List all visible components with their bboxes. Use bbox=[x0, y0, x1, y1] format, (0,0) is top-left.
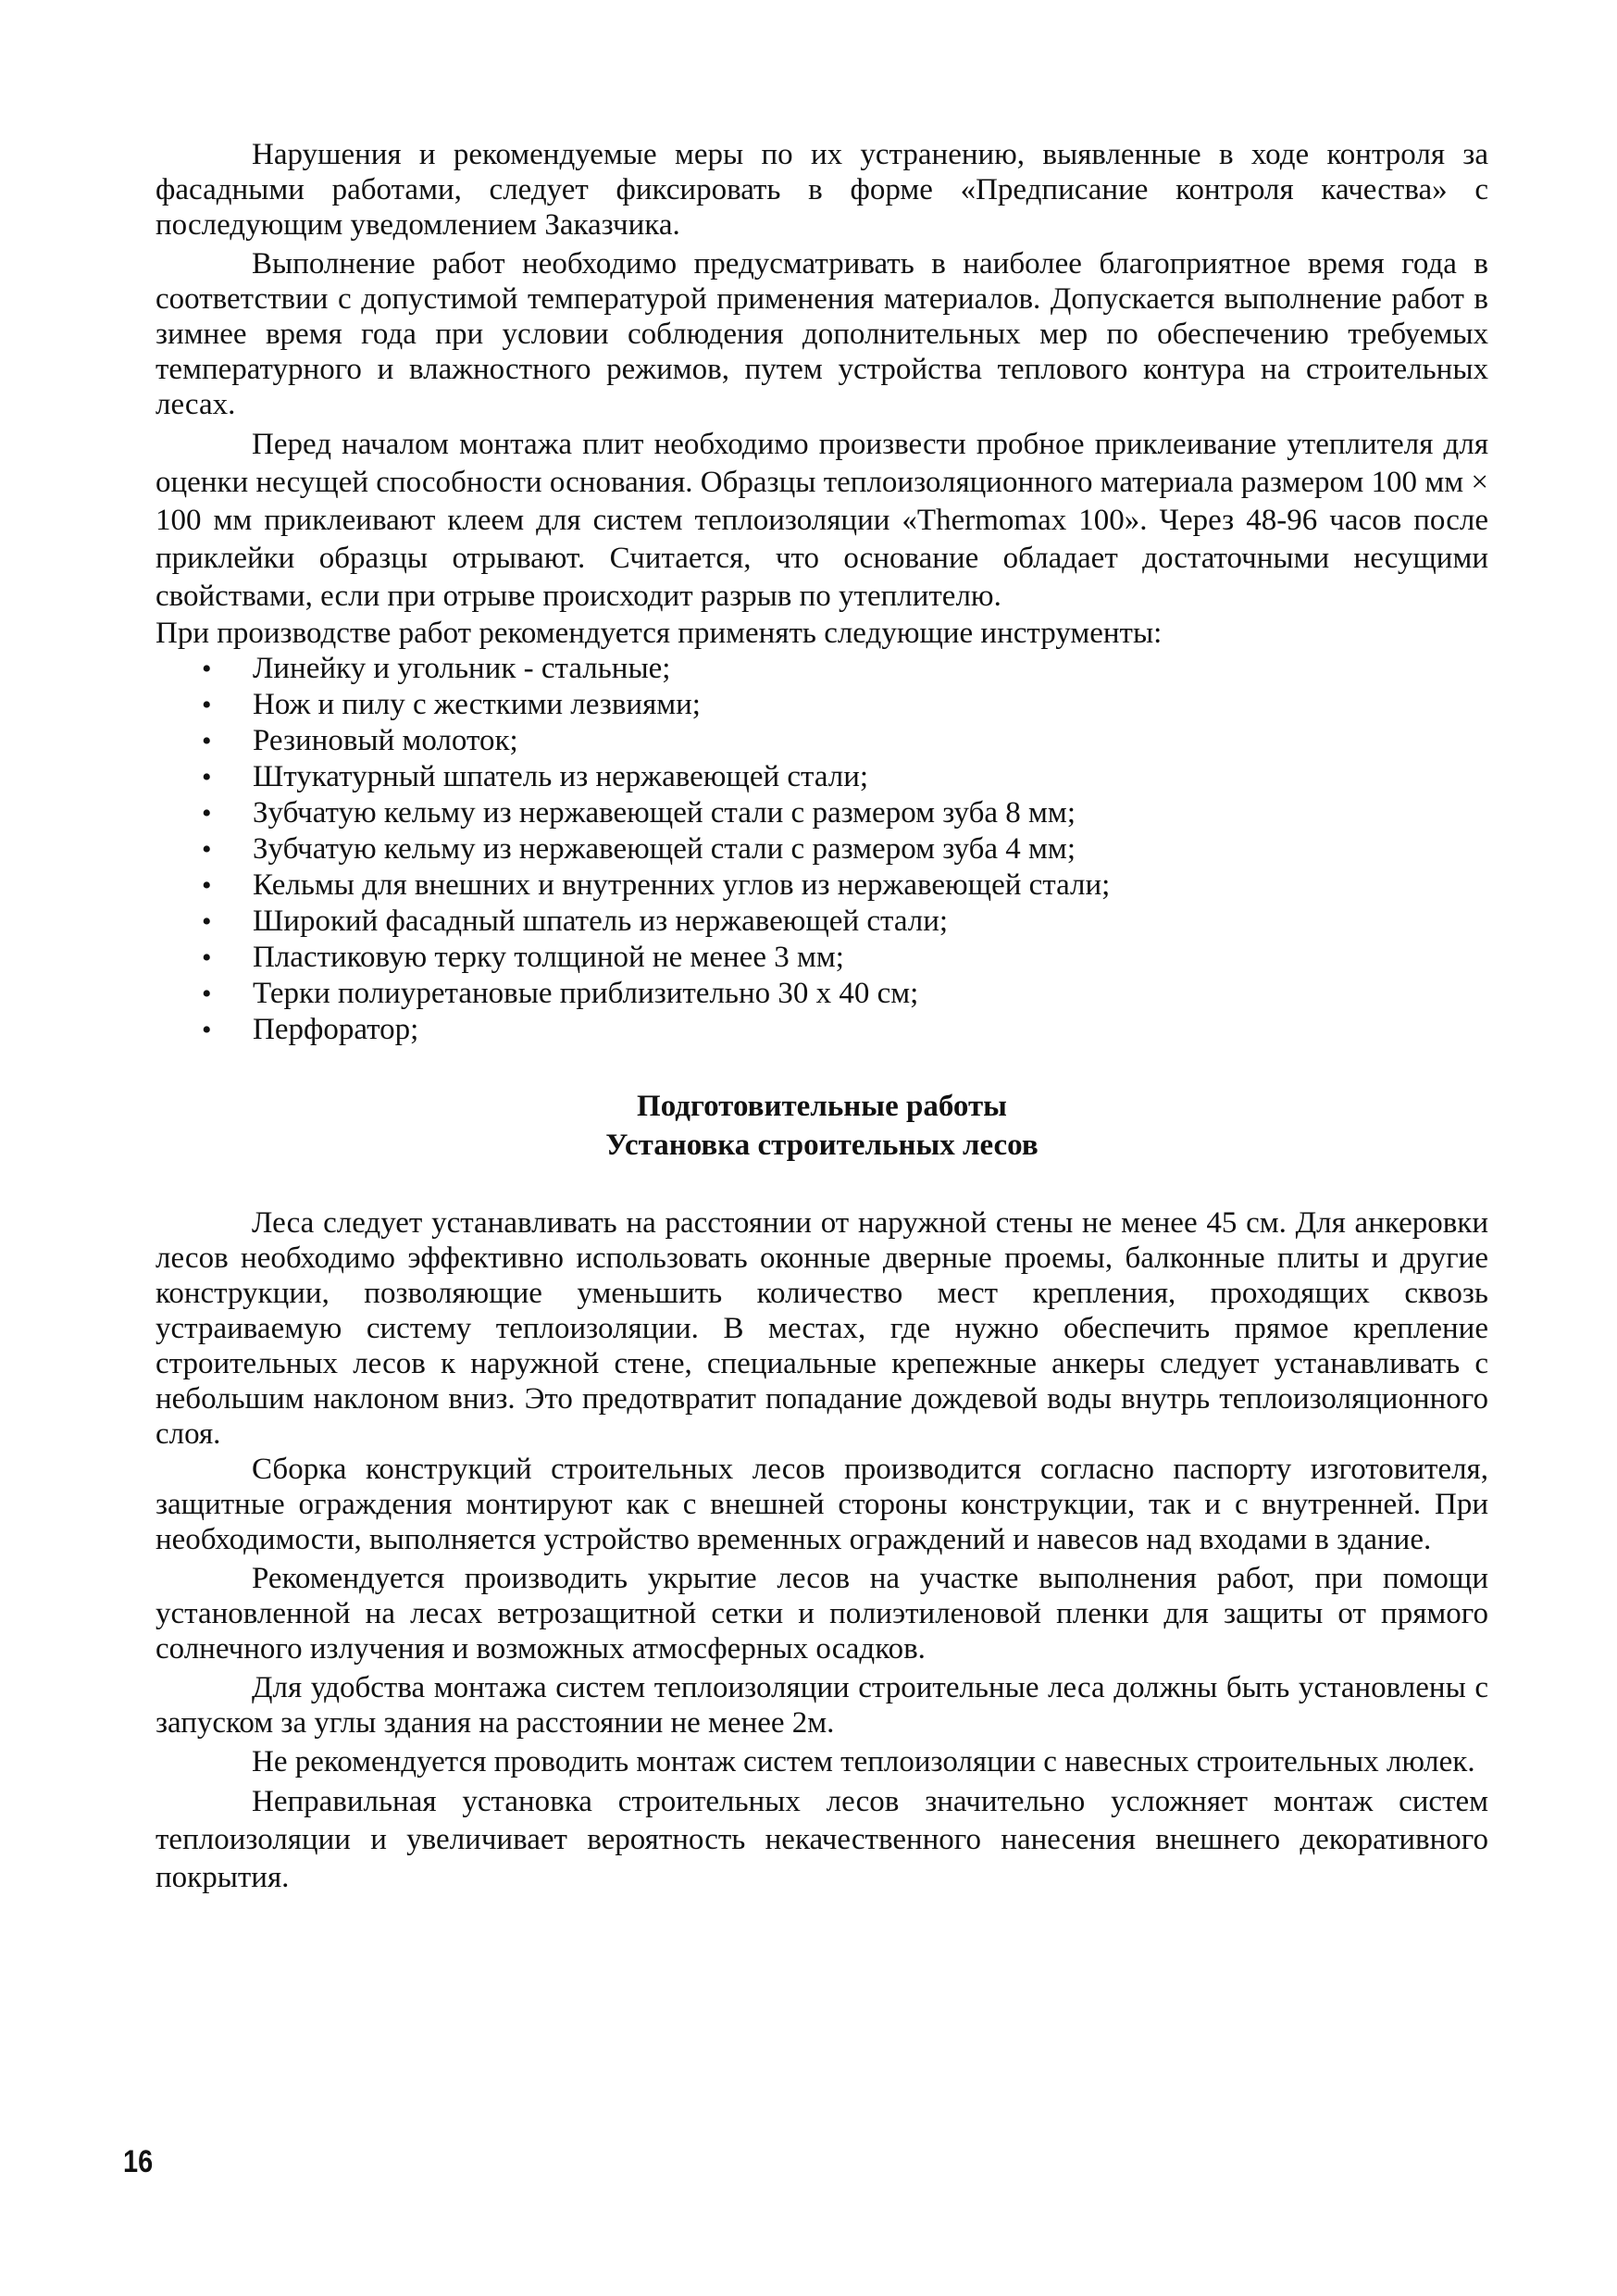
section-paragraph-cradles: Не рекомендуется проводить монтаж систем теплоизоляции с навесных строительных люлек. bbox=[252, 1745, 1475, 1778]
list-item-text: Линейку и угольник - стальные; bbox=[253, 652, 671, 685]
bullet-icon: • bbox=[202, 870, 212, 901]
bullet-icon: • bbox=[202, 979, 212, 1009]
list-item bbox=[202, 904, 1488, 940]
intro-paragraph-violations: Нарушения и рекомендуемые меры по их устранению, выявленные в ходе контроля за фасадными работами, следует фиксировать в форме «Предписание контроля качества» с последующим уведомлением Заказчика. bbox=[155, 138, 1488, 242]
page-content bbox=[155, 137, 1488, 1897]
list-item bbox=[202, 759, 1488, 795]
tools-intro: При производстве работ рекомендуется применять следующие инструменты: bbox=[155, 617, 1163, 650]
list-item bbox=[202, 940, 1488, 976]
intro-paragraph-season: Выполнение работ необходимо предусматривать в наиболее благоприятное время года в соответствии с допустимой температурой применения материалов. Допускается выполнение работ в зимнее время года при условии соблюдения дополнительных мер по обеспечению требуемых температурного и влажностного режимов, путем устройства теплового контура на строительных лесах. bbox=[155, 247, 1488, 421]
bullet-icon: • bbox=[202, 906, 212, 937]
bullet-icon: • bbox=[202, 690, 212, 720]
list-item-text: Терки полиуретановые приблизительно 30 х 40 см; bbox=[253, 977, 919, 1010]
section-paragraph-corners: Для удобства монтажа систем теплоизоляции строительные леса должны быть установлены с запуском за углы здания на расстоянии не менее 2м. bbox=[155, 1671, 1488, 1740]
page-number: 16 bbox=[123, 2144, 154, 2179]
list-item bbox=[202, 795, 1488, 831]
list-item-text: Штукатурный шпатель из нержавеющей стали; bbox=[253, 760, 869, 793]
bullet-icon: • bbox=[202, 942, 212, 973]
list-item bbox=[202, 831, 1488, 867]
bullet-icon: • bbox=[202, 798, 212, 829]
list-item bbox=[202, 687, 1488, 723]
list-item-text: Пластиковую терку толщиной не менее 3 мм; bbox=[253, 941, 844, 974]
list-item bbox=[202, 1012, 1488, 1048]
list-item bbox=[202, 976, 1488, 1012]
section-title: Подготовительные работы bbox=[637, 1090, 1007, 1123]
list-item bbox=[202, 651, 1488, 687]
bullet-icon: • bbox=[202, 762, 212, 792]
list-item bbox=[202, 723, 1488, 759]
bullet-icon: • bbox=[202, 1015, 212, 1045]
section-subtitle: Установка строительных лесов bbox=[605, 1129, 1039, 1162]
list-item-text: Зубчатую кельму из нержавеющей стали с размером зуба 4 мм; bbox=[253, 832, 1076, 866]
list-item-text: Резиновый молоток; bbox=[253, 724, 518, 757]
list-item-text: Кельмы для внешних и внутренних углов из нержавеющей стали; bbox=[253, 868, 1111, 902]
list-item bbox=[202, 867, 1488, 904]
section-body bbox=[155, 1205, 1488, 1897]
section-paragraph-assembly: Сборка конструкций строительных лесов производится согласно паспорту изготовителя, защитные ограждения монтируют как с внешней стороны конструкции, так и с внутренней. При необходимости, выполняется устройство временных ограждений и навесов над входами в здание. bbox=[155, 1453, 1488, 1556]
bullet-icon: • bbox=[202, 834, 212, 865]
list-item-text: Зубчатую кельму из нержавеющей стали с размером зуба 8 мм; bbox=[253, 796, 1076, 830]
section-paragraph-placement: Леса следует устанавливать на расстоянии от наружной стены не менее 45 см. Для анкеровки лесов необходимо эффективно использовать оконные дверные проемы, балконные плиты и другие конструкции, позволяющие уменьшить количество мест крепления, проходящих сквозь устраиваемую систему теплоизоляции. В местах, где нужно обеспечить прямое крепление строительных лесов к наружной стене, специальные крепежные анкеры следует устанавливать с небольшим наклоном вниз. Это предотвратит попадание дождевой воды внутрь теплоизоляционного слоя. bbox=[155, 1206, 1488, 1451]
list-item-text: Широкий фасадный шпатель из нержавеющей стали; bbox=[253, 905, 949, 938]
list-item-text: Нож и пилу с жесткими лезвиями; bbox=[253, 688, 701, 721]
intro-paragraph-test-gluing: Перед началом монтажа плит необходимо произвести пробное приклеивание утеплителя для оценки несущей способности основания. Образцы теплоизоляционного материала размером 100 мм × 100 мм приклеивают клеем для систем теплоизоляции «Thermomax 100». Через 48-96 часов после приклейки образцы отрывают. Считается, что основание обладает достаточными несущими свойствами, если при отрыве происходит разрыв по утеплителю. bbox=[155, 428, 1488, 613]
bullet-icon: • bbox=[202, 654, 212, 684]
list-item-text: Перфоратор; bbox=[253, 1013, 419, 1046]
bullet-icon: • bbox=[202, 726, 212, 756]
section-paragraph-covering: Рекомендуется производить укрытие лесов на участке выполнения работ, при помощи установленной на лесах ветрозащитной сетки и полиэтиленовой пленки для защиты от прямого солнечного излучения и возможных атмосферных осадков. bbox=[155, 1562, 1488, 1666]
section-paragraph-warning: Неправильная установка строительных лесов значительно усложняет монтаж систем теплоизоляции и увеличивает вероятность некачественного нанесения внешнего декоративного покрытия. bbox=[155, 1785, 1488, 1894]
tools-list bbox=[155, 651, 1488, 1048]
section-heading bbox=[155, 1087, 1488, 1165]
